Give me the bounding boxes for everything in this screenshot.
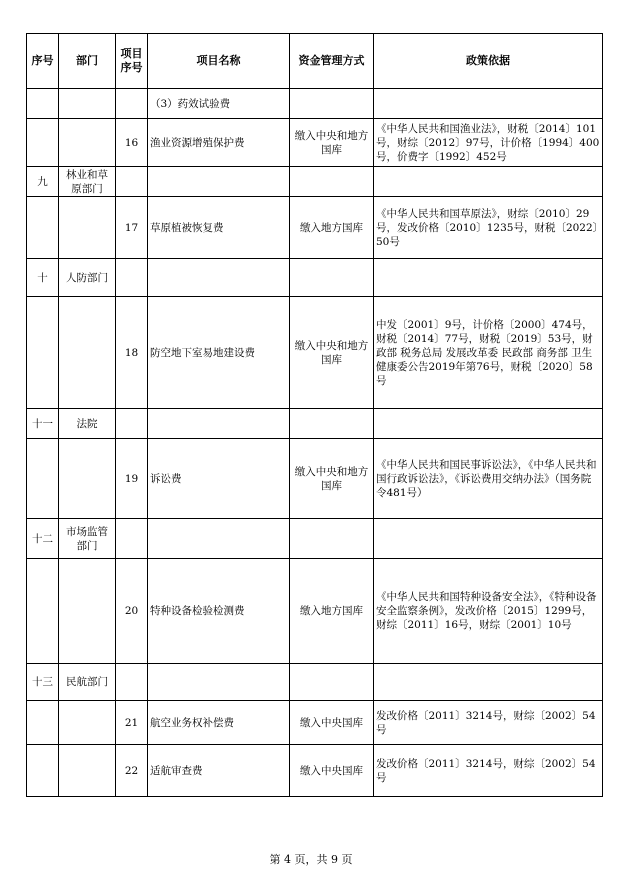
row-dept: 法院: [59, 409, 116, 439]
row-dept: 市场监管部门: [59, 519, 116, 559]
row-no: 17: [116, 197, 148, 259]
row-seq: [27, 89, 59, 119]
row-policy: [374, 409, 603, 439]
row-mgmt: 缴入中央国库: [290, 745, 374, 797]
table-row: [27, 439, 603, 519]
row-seq: [27, 559, 59, 664]
table-row: [27, 519, 603, 559]
row-policy: 发改价格〔2011〕3214号，财综〔2002〕54号: [374, 745, 603, 797]
row-seq: 十三: [27, 664, 59, 701]
row-name: [148, 409, 290, 439]
row-mgmt: 缴入地方国库: [290, 559, 374, 664]
row-dept: [59, 119, 116, 167]
row-name: （3）药效试验费: [148, 89, 290, 119]
row-dept: [59, 701, 116, 745]
row-no: 18: [116, 297, 148, 409]
row-no: [116, 519, 148, 559]
row-name: [148, 664, 290, 701]
row-policy: 中发〔2001〕9号，计价格〔2000〕474号，财税〔2014〕77号，财税〔2019〕53号，财政部 税务总局 发展改革委 民政部 商务部 卫生健康委公告2019年第76号，财税〔2020〕58号: [374, 297, 603, 409]
header-seq: 序号: [27, 34, 59, 89]
row-dept: [59, 197, 116, 259]
header-dept: 部门: [59, 34, 116, 89]
row-policy: [374, 259, 603, 297]
row-dept: [59, 559, 116, 664]
row-seq: [27, 745, 59, 797]
row-name: 航空业务权补偿费: [148, 701, 290, 745]
table-row: [27, 701, 603, 745]
row-seq: [27, 701, 59, 745]
row-mgmt: [290, 409, 374, 439]
row-mgmt: 缴入中央和地方国库: [290, 119, 374, 167]
table-row: [27, 745, 603, 797]
row-no: 19: [116, 439, 148, 519]
row-seq: [27, 439, 59, 519]
row-no: [116, 89, 148, 119]
table-row: [27, 409, 603, 439]
header-policy: 政策依据: [374, 34, 603, 89]
row-name: [148, 167, 290, 197]
row-name: 适航审查费: [148, 745, 290, 797]
row-mgmt: 缴入中央国库: [290, 701, 374, 745]
row-seq: [27, 197, 59, 259]
row-mgmt: [290, 259, 374, 297]
row-name: 诉讼费: [148, 439, 290, 519]
fee-table: [26, 33, 603, 797]
row-policy: [374, 519, 603, 559]
row-seq: [27, 119, 59, 167]
table-row: [27, 664, 603, 701]
row-mgmt: 缴入中央和地方国库: [290, 297, 374, 409]
row-no: [116, 664, 148, 701]
header-row: [27, 34, 603, 89]
row-seq: 十: [27, 259, 59, 297]
row-policy: [374, 664, 603, 701]
table-row: [27, 259, 603, 297]
row-name: 防空地下室易地建设费: [148, 297, 290, 409]
row-policy: [374, 89, 603, 119]
table-row: [27, 197, 603, 259]
row-mgmt: [290, 664, 374, 701]
header-fund-mgmt: 资金管理方式: [290, 34, 374, 89]
table-row: [27, 89, 603, 119]
row-policy: [374, 167, 603, 197]
row-no: [116, 259, 148, 297]
row-policy: 发改价格〔2011〕3214号，财综〔2002〕54号: [374, 701, 603, 745]
row-policy: 《中华人民共和国草原法》，财综〔2010〕29号，发改价格〔2010〕1235号，财税〔2022〕50号: [374, 197, 603, 259]
table-row: [27, 559, 603, 664]
row-seq: 九: [27, 167, 59, 197]
row-dept: [59, 297, 116, 409]
row-name: [148, 519, 290, 559]
row-name: [148, 259, 290, 297]
row-mgmt: [290, 167, 374, 197]
row-name: 特种设备检验检测费: [148, 559, 290, 664]
row-no: 22: [116, 745, 148, 797]
row-no: 20: [116, 559, 148, 664]
table-row: [27, 167, 603, 197]
row-mgmt: 缴入中央和地方国库: [290, 439, 374, 519]
row-no: [116, 167, 148, 197]
row-policy: 《中华人民共和国特种设备安全法》，《特种设备安全监察条例》，发改价格〔2015〕1299号，财综〔2011〕16号，财综〔2001〕10号: [374, 559, 603, 664]
row-name: 渔业资源增殖保护费: [148, 119, 290, 167]
row-dept: [59, 89, 116, 119]
row-policy: 《中华人民共和国民事诉讼法》，《中华人民共和国行政诉讼法》，《诉讼费用交纳办法》（国务院令481号）: [374, 439, 603, 519]
row-mgmt: 缴入地方国库: [290, 197, 374, 259]
header-item-name: 项目名称: [148, 34, 290, 89]
page-footer: 第 4 页，共 9 页: [269, 853, 353, 866]
row-name: 草原植被恢复费: [148, 197, 290, 259]
row-seq: 十二: [27, 519, 59, 559]
row-mgmt: [290, 519, 374, 559]
row-dept: [59, 439, 116, 519]
row-dept: [59, 745, 116, 797]
row-dept: 民航部门: [59, 664, 116, 701]
table-row: [27, 119, 603, 167]
row-dept: 人防部门: [59, 259, 116, 297]
row-seq: [27, 297, 59, 409]
row-mgmt: [290, 89, 374, 119]
row-no: 21: [116, 701, 148, 745]
row-policy: 《中华人民共和国渔业法》，财税〔2014〕101号，财综〔2012〕97号，计价格〔1994〕400号，价费字〔1992〕452号: [374, 119, 603, 167]
header-item-no: 项目序号: [116, 34, 148, 89]
row-dept: 林业和草原部门: [59, 167, 116, 197]
row-seq: 十一: [27, 409, 59, 439]
row-no: [116, 409, 148, 439]
table-row: [27, 297, 603, 409]
row-no: 16: [116, 119, 148, 167]
